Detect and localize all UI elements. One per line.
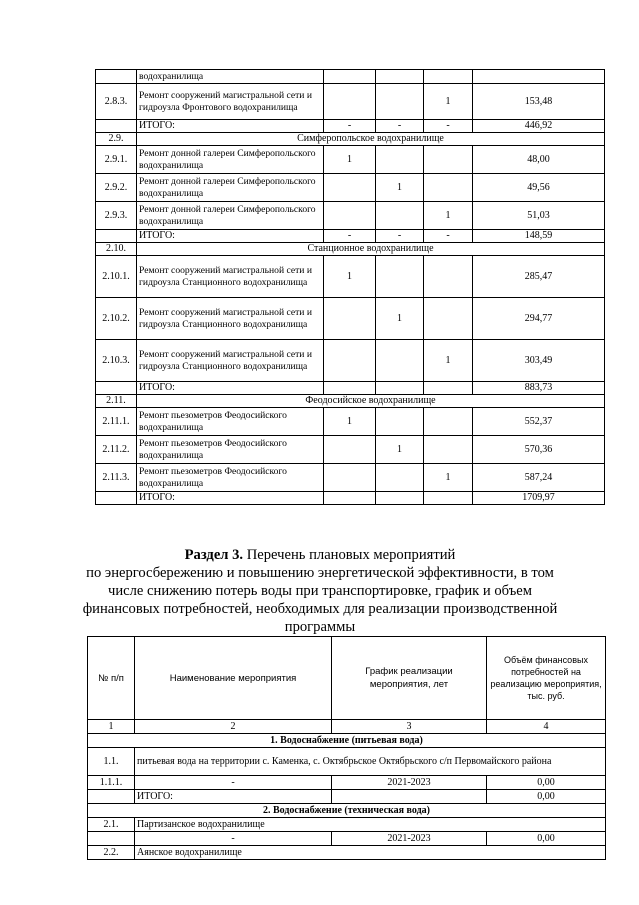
measure-name: -: [135, 776, 332, 790]
year-3-mark: [424, 408, 473, 436]
row-number: 2.11.2.: [96, 436, 137, 464]
total-label: ИТОГО:: [135, 790, 332, 804]
header-num: № п/п: [88, 637, 135, 720]
measure-name: Ремонт пьезометров Феодосийского водохранилища: [137, 408, 324, 436]
measure-row: [96, 84, 605, 120]
measure-name: водохранилища: [137, 70, 324, 84]
total-row: [88, 790, 606, 804]
colnum-2: 2: [135, 720, 332, 734]
row-number: 2.11.3.: [96, 464, 137, 492]
measure-name: Ремонт пьезометров Феодосийского водохранилища: [137, 464, 324, 492]
year-2-mark: [376, 84, 424, 120]
row-number: [96, 120, 137, 133]
year-3-mark: -: [424, 120, 473, 133]
measure-row: [96, 256, 605, 298]
subgroup-row: [88, 818, 606, 832]
subgroup-number: 2.1.: [88, 818, 135, 832]
total-amount: 1709,97: [473, 492, 605, 505]
measure-row: [96, 436, 605, 464]
total-label: ИТОГО:: [137, 120, 324, 133]
measures-table-section2: [95, 69, 605, 505]
subgroup-title: Аянское водохранилище: [135, 846, 606, 860]
subgroup-number: 2.2.: [88, 846, 135, 860]
amount: 285,47: [473, 256, 605, 298]
energy-measures-table: [87, 636, 606, 860]
row-number: [88, 832, 135, 846]
year-2-mark: -: [376, 230, 424, 243]
amount: 48,00: [473, 146, 605, 174]
amount: 294,77: [473, 298, 605, 340]
year-3-mark: 1: [424, 340, 473, 382]
header-name: Наименование мероприятия: [135, 637, 332, 720]
section-number: 2.10.: [96, 243, 137, 256]
section3-line-3: числе снижению потерь воды при транспортировке, график и объем: [108, 583, 532, 599]
measure-row: [88, 832, 606, 846]
row-number: 2.8.3.: [96, 84, 137, 120]
subgroup-title: питьевая вода на территории с. Каменка, с. Октябрьское Октябрьского с/п Первомайского района: [135, 748, 606, 776]
year-1-mark: [324, 298, 376, 340]
measure-name: Ремонт донной галереи Симферопольского водохранилища: [137, 202, 324, 230]
section-title: Симферопольское водохранилище: [137, 133, 605, 146]
colnum-4: 4: [487, 720, 606, 734]
amount: 0,00: [487, 832, 606, 846]
row-number: 2.10.2.: [96, 298, 137, 340]
year-2-mark: 1: [376, 298, 424, 340]
row-number: [96, 382, 137, 395]
total-label: ИТОГО:: [137, 492, 324, 505]
measure-name: Ремонт донной галереи Симферопольского водохранилища: [137, 146, 324, 174]
group-row: [88, 734, 606, 748]
measure-name: Ремонт пьезометров Феодосийского водохранилища: [137, 436, 324, 464]
group-row: [88, 804, 606, 818]
measure-name: Ремонт донной галереи Симферопольского водохранилища: [137, 174, 324, 202]
total-amount: 148,59: [473, 230, 605, 243]
year-3-mark: [424, 174, 473, 202]
amount: 49,56: [473, 174, 605, 202]
year-2-mark: [376, 340, 424, 382]
subgroup-title: Партизанское водохранилище: [135, 818, 606, 832]
total-row: [96, 382, 605, 395]
year-2-mark: [376, 70, 424, 84]
section-number: 2.11.: [96, 395, 137, 408]
total-row: [96, 120, 605, 133]
year-2-mark: [376, 492, 424, 505]
total-label: ИТОГО:: [137, 382, 324, 395]
section-number: 2.9.: [96, 133, 137, 146]
amount: 153,48: [473, 84, 605, 120]
year-3-mark: [424, 256, 473, 298]
row-number: [96, 70, 137, 84]
schedule-years: 2021-2023: [332, 776, 487, 790]
total-row: [96, 230, 605, 243]
amount: [473, 70, 605, 84]
year-1-mark: 1: [324, 408, 376, 436]
year-1-mark: [324, 70, 376, 84]
year-2-mark: [376, 146, 424, 174]
year-3-mark: 1: [424, 84, 473, 120]
year-3-mark: [424, 70, 473, 84]
column-numbers-row: [88, 720, 606, 734]
row-number: [88, 790, 135, 804]
year-3-mark: [424, 146, 473, 174]
amount: 0,00: [487, 776, 606, 790]
year-3-mark: -: [424, 230, 473, 243]
year-1-mark: [324, 436, 376, 464]
amount: 570,36: [473, 436, 605, 464]
year-1-mark: [324, 492, 376, 505]
subgroup-row: [88, 748, 606, 776]
section-row: [96, 243, 605, 256]
total-row: [96, 492, 605, 505]
total-label: ИТОГО:: [137, 230, 324, 243]
total-amount: 0,00: [487, 790, 606, 804]
measure-row: [96, 464, 605, 492]
schedule-years: [332, 790, 487, 804]
year-3-mark: [424, 298, 473, 340]
row-number: 2.9.3.: [96, 202, 137, 230]
row-number: 2.11.1.: [96, 408, 137, 436]
year-2-mark: 1: [376, 436, 424, 464]
year-3-mark: [424, 492, 473, 505]
measure-row: [96, 70, 605, 84]
colnum-3: 3: [332, 720, 487, 734]
schedule-years: 2021-2023: [332, 832, 487, 846]
group-title: 2. Водоснабжение (техническая вода): [88, 804, 606, 818]
measure-name: Ремонт сооружений магистральной сети и гидроузла Фронтового водохранилища: [137, 84, 324, 120]
year-1-mark: [324, 464, 376, 492]
year-3-mark: 1: [424, 202, 473, 230]
year-2-mark: 1: [376, 174, 424, 202]
measure-name: Ремонт сооружений магистральной сети и гидроузла Станционного водохранилища: [137, 340, 324, 382]
total-amount: 883,73: [473, 382, 605, 395]
row-number: [96, 230, 137, 243]
row-number: 2.10.3.: [96, 340, 137, 382]
year-1-mark: [324, 174, 376, 202]
subgroup-row: [88, 846, 606, 860]
measure-row: [88, 776, 606, 790]
measure-name: Ремонт сооружений магистральной сети и гидроузла Станционного водохранилища: [137, 298, 324, 340]
measure-row: [96, 146, 605, 174]
section3-line-5: программы: [284, 619, 356, 635]
row-number: 2.9.2.: [96, 174, 137, 202]
year-1-mark: [324, 382, 376, 395]
year-2-mark: -: [376, 120, 424, 133]
year-2-mark: [376, 464, 424, 492]
amount: 51,03: [473, 202, 605, 230]
year-1-mark: 1: [324, 256, 376, 298]
section-row: [96, 395, 605, 408]
section3-heading-rest: Перечень плановых мероприятий: [243, 547, 456, 563]
year-3-mark: [424, 436, 473, 464]
measure-row: [96, 202, 605, 230]
measure-row: [96, 408, 605, 436]
section3-heading-bold: Раздел 3.: [184, 547, 244, 563]
year-2-mark: [376, 382, 424, 395]
section3-title: [60, 546, 580, 636]
row-number: 1.1.1.: [88, 776, 135, 790]
row-number: 2.9.1.: [96, 146, 137, 174]
measure-name: -: [135, 832, 332, 846]
section3-line-2: по энергосбережению и повышению энергетической эффективности, в том: [86, 565, 554, 581]
measure-row: [96, 340, 605, 382]
measure-row: [96, 174, 605, 202]
year-1-mark: [324, 340, 376, 382]
year-1-mark: 1: [324, 146, 376, 174]
year-1-mark: [324, 84, 376, 120]
amount: 552,37: [473, 408, 605, 436]
row-number: [96, 492, 137, 505]
year-2-mark: [376, 256, 424, 298]
year-2-mark: [376, 202, 424, 230]
group-title: 1. Водоснабжение (питьевая вода): [88, 734, 606, 748]
header-amount: Объём финансовых потребностей на реализацию мероприятия, тыс. руб.: [487, 637, 606, 720]
section-title: Станционное водохранилище: [137, 243, 605, 256]
total-amount: 446,92: [473, 120, 605, 133]
header-row: [88, 637, 606, 720]
year-1-mark: -: [324, 120, 376, 133]
year-1-mark: [324, 202, 376, 230]
section3-line-4: финансовых потребностей, необходимых для реализации производственной: [82, 601, 558, 617]
colnum-1: 1: [88, 720, 135, 734]
header-schedule: График реализации мероприятия, лет: [332, 637, 487, 720]
section-title: Феодосийское водохранилище: [137, 395, 605, 408]
subgroup-number: 1.1.: [88, 748, 135, 776]
year-3-mark: [424, 382, 473, 395]
amount: 303,49: [473, 340, 605, 382]
amount: 587,24: [473, 464, 605, 492]
measure-row: [96, 298, 605, 340]
year-3-mark: 1: [424, 464, 473, 492]
year-2-mark: [376, 408, 424, 436]
year-1-mark: -: [324, 230, 376, 243]
section-row: [96, 133, 605, 146]
measure-name: Ремонт сооружений магистральной сети и гидроузла Станционного водохранилища: [137, 256, 324, 298]
row-number: 2.10.1.: [96, 256, 137, 298]
